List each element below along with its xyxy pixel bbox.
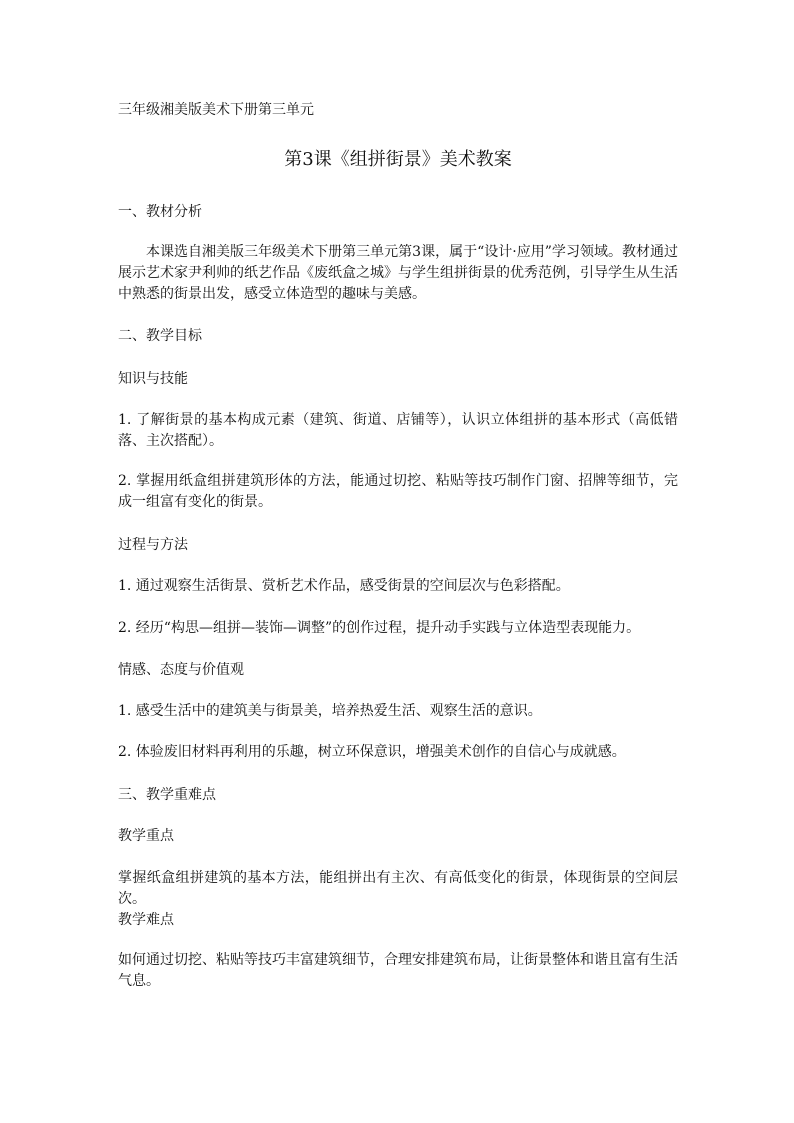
process-item-2: 2. 经历“构思—组拼—装饰—调整”的创作过程，提升动手实践与立体造型表现能力。 bbox=[118, 620, 641, 636]
emotion-item-1: 1. 感受生活中的建筑美与街景美，培养热爱生活、观察生活的意识。 bbox=[118, 703, 542, 719]
document-title: 第3课《组拼街景》美术教案 bbox=[284, 149, 512, 170]
key-point-text: 掌握纸盒组拼建筑的基本方法，能组拼出有主次、有高低变化的街景，体现街景的空间层次。 bbox=[118, 870, 678, 907]
subheading-process-methods: 过程与方法 bbox=[118, 537, 188, 553]
section-heading-materials: 一、教材分析 bbox=[118, 204, 202, 220]
process-item-1: 1. 通过观察生活街景、赏析艺术作品，感受街景的空间层次与色彩搭配。 bbox=[118, 578, 570, 594]
document-header: 三年级湘美版美术下册第三单元 bbox=[118, 102, 314, 118]
knowledge-item-1: 1. 了解街景的基本构成元素（建筑、街道、店铺等），认识立体组拼的基本形式（高低错落、主次搭配）。 bbox=[118, 412, 678, 449]
subheading-knowledge-skills: 知识与技能 bbox=[118, 371, 188, 387]
difficulty-text: 如何通过切挖、粘贴等技巧丰富建筑细节，合理安排建筑布局，让街景整体和谐且富有生活气息。 bbox=[118, 952, 678, 989]
subheading-difficulty: 教学难点 bbox=[118, 912, 174, 928]
section-heading-objectives: 二、教学目标 bbox=[118, 328, 202, 344]
section-heading-key-points: 三、教学重难点 bbox=[118, 787, 216, 803]
subheading-key-point: 教学重点 bbox=[118, 828, 174, 844]
knowledge-item-2: 2. 掌握用纸盒组拼建筑形体的方法，能通过切挖、粘贴等技巧制作门窗、招牌等细节，完成一组富有变化的街景。 bbox=[118, 473, 678, 510]
emotion-item-2: 2. 体验废旧材料再利用的乐趣，树立环保意识，增强美术创作的自信心与成就感。 bbox=[118, 744, 626, 760]
materials-analysis-paragraph: 本课选自湘美版三年级美术下册第三单元第3课，属于“设计·应用”学习领域。教材通过展示艺术家尹利帅的纸艺作品《废纸盒之城》与学生组拼街景的优秀范例，引导学生从生活中熟悉的街景出发，感受立体造型的趣味与美感。 bbox=[118, 244, 678, 302]
subheading-emotion-values: 情感、态度与价值观 bbox=[118, 662, 244, 678]
